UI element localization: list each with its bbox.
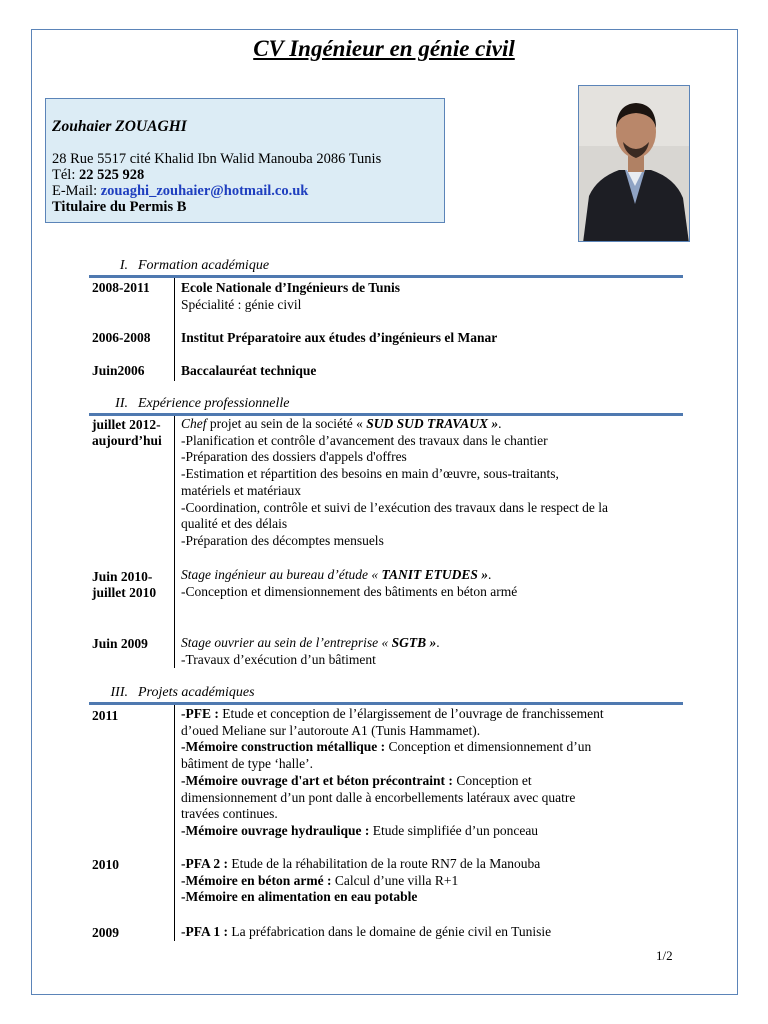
- section-heading-formation: I. Formation académique: [119, 258, 270, 273]
- formation-entry-2: Institut Préparatoire aux études d’ingénieurs el Manar: [181, 330, 498, 345]
- phone-number: 22 525 928: [78, 167, 145, 183]
- formation-date-1: 2008-2011: [92, 280, 150, 295]
- column-divider-projets: [174, 705, 175, 941]
- driving-permit: Titulaire du Permis B: [52, 199, 187, 215]
- profile-photo: [578, 85, 690, 242]
- page-number: 1/2: [656, 948, 673, 963]
- projets-date-1: 2011: [92, 708, 119, 723]
- address: 28 Rue 5517 cité Khalid Ibn Walid Manouba 2086 Tunis: [52, 151, 382, 167]
- projets-date-3: 2009: [92, 925, 119, 940]
- experience-entry-2: Stage ingénieur au bureau d’étude « TANIT ETUDES ». -Conception et dimensionnement des bâtiments en béton armé: [181, 567, 518, 599]
- identity-box: [45, 98, 445, 223]
- formation-entry-1: Ecole Nationale d’Ingénieurs de Tunis Spécialité : génie civil: [181, 280, 401, 312]
- email-link[interactable]: zouaghi_zouhaier@hotmail.co.uk: [100, 183, 309, 199]
- experience-entry-3: Stage ouvrier au sein de l’entreprise « SGTB ». -Travaux d’exécution d’un bâtiment: [181, 635, 440, 667]
- email-line: E-Mail: zouaghi_zouhaier@hotmail.co.uk: [52, 183, 309, 199]
- experience-date-1: juillet 2012- aujourd’hui: [92, 417, 162, 448]
- page-title: CV Ingénieur en génie civil: [253, 36, 515, 61]
- formation-date-3: Juin2006: [92, 363, 145, 378]
- section-rule-projets: [89, 702, 683, 705]
- section-rule-formation: [89, 275, 683, 278]
- experience-date-3: Juin 2009: [92, 636, 148, 651]
- projets-date-2: 2010: [92, 857, 119, 872]
- section-heading-experience: II. Expérience professionnelle: [115, 396, 290, 411]
- section-heading-projets: III. Projets académiques: [110, 685, 255, 700]
- candidate-name: Zouhaier ZOUAGHI: [52, 118, 187, 135]
- column-divider-formation: [174, 278, 175, 381]
- formation-date-2: 2006-2008: [92, 330, 151, 345]
- phone-line: Tél: 22 525 928: [52, 167, 145, 183]
- experience-entry-1: Chef projet au sein de la société « SUD SUD TRAVAUX ». -Planification et contrôle d’avancement des travaux dans le chantier -Préparation des dossiers d'appels d'offres -Estimation et répartition des besoins en main d’œuvre, sous-traitants, matériels et matériaux -Coordination, contrôle et suivi de l’exécution des travaux dans le respect de la qualité et des délais -Préparation des décomptes mensuels: [181, 416, 608, 548]
- profile-photo-image: [579, 86, 690, 242]
- projets-entry-2: -PFA 2 : Etude de la réhabilitation de la route RN7 de la Manouba -Mémoire en béton armé : Calcul d’une villa R+1 -Mémoire en alimentation en eau potable: [181, 856, 541, 905]
- projets-entry-3: -PFA 1 : La préfabrication dans le domaine de génie civil en Tunisie: [181, 924, 552, 939]
- projets-entry-1: -PFE : Etude et conception de l’élargissement de l’ouvrage de franchissement d’oued Meliane sur l’autoroute A1 (Tunis Hammamet). -Mémoire construction métallique : Conception et dimensionnement d’un bâtiment de type ‘halle’. -Mémoire ouvrage d'art et béton précontraint : Conception et dimensionnement d’un pont dalle à encorbellements latéraux avec quatre travées continues. -Mémoire ouvrage hydraulique : Etude simplifiée d’un ponceau: [181, 706, 604, 838]
- formation-entry-3: Baccalauréat technique: [181, 363, 317, 378]
- experience-date-2: Juin 2010- juillet 2010: [92, 569, 157, 600]
- column-divider-experience: [174, 416, 175, 668]
